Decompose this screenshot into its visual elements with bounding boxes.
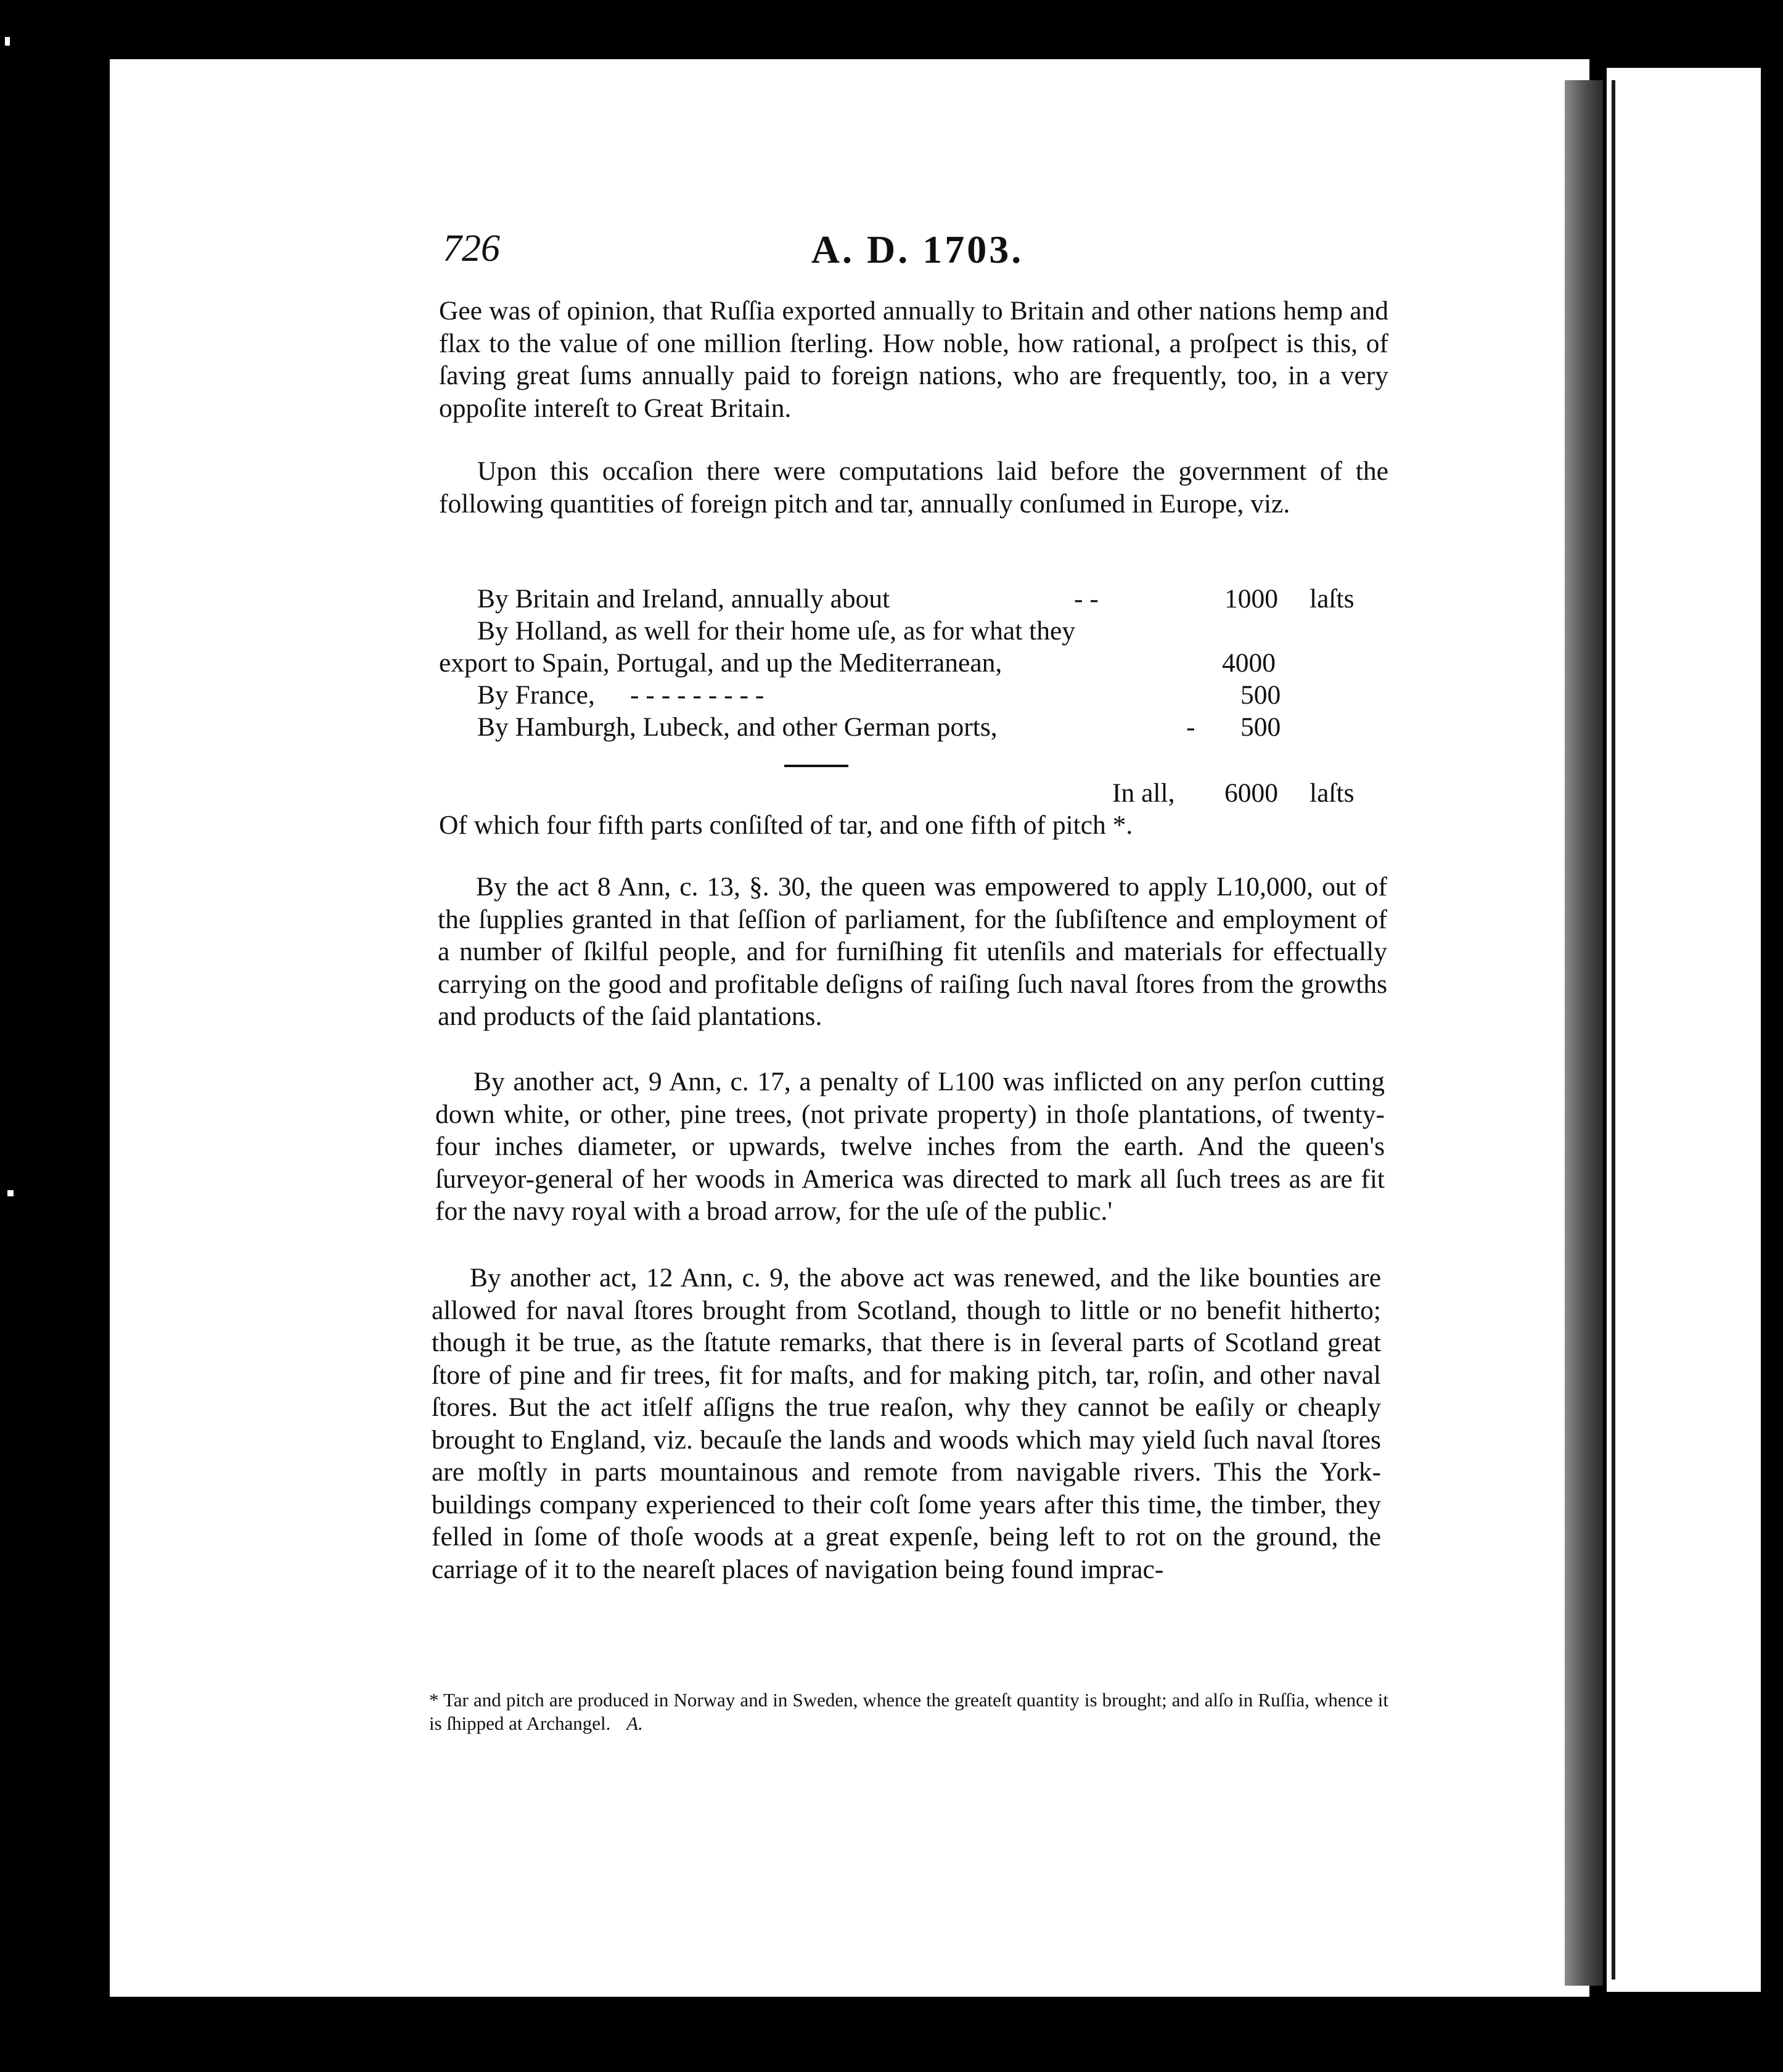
paragraph-act-12-ann: [432, 1262, 1381, 1585]
paragraph-text: Of which four fifth parts conſiſted of tar, and one fifth of pitch *.: [439, 810, 1133, 840]
paragraph-text: By the act 8 Ann, c. 13, §. 30, the queen was empowered to apply L10,000, out of the ſupplies granted in that ſeſſion of parliament, for the ſubſiſtence and employment of a number of ſkilful people, and for furniſhing fit utenſils and materials for effectually carrying on the good and profitable deſigns of raiſing ſuch naval ſtores from the growths and products of the ſaid plantations.: [438, 872, 1387, 1031]
total-label: In all,: [1112, 778, 1175, 808]
paragraph-act-9-ann: [435, 1066, 1385, 1228]
table-row: export to Spain, Portugal, and up the Mediterranean, 4000: [439, 648, 1276, 678]
footnote-text: [429, 1688, 1388, 1735]
paragraph-tar-fraction: [439, 809, 1388, 842]
row-leaders: - -: [1074, 584, 1099, 614]
table-row: [439, 615, 1388, 647]
scan-speck: [7, 1190, 14, 1196]
row-leaders: -: [1186, 712, 1195, 742]
paragraph-text: By another act, 12 Ann, c. 9, the above act was renewed, and the like bounties are allowed for naval ſtores brought from Scotland, though to little or no benefit hitherto; though it be true, as the ſtatute remarks, that there is in ſeveral parts of Scotland great ſtore of pine and fir trees, fit for maſts, and for making pitch, tar, roſin, and other naval ſtores. But the act itſelf aſſigns the true reaſon, why they cannot be eaſily or cheaply brought to England, viz. becauſe the lands and woods which may yield ſuch naval ſtores are moſtly in parts mountainous and remote from navigable rivers. This the York-buildings company experienced to their coſt ſome years after this time, the timber, they felled in ſome of thoſe woods at a great expenſe, being left to rot on the ground, the carriage of it to the neareſt places of navigation being found imprac-: [432, 1263, 1381, 1584]
row-label: By France,: [477, 680, 595, 710]
footnote: [429, 1688, 1388, 1735]
row-label: By Hamburgh, Lubeck, and other German ports,: [477, 712, 998, 742]
scan-speck: [5, 37, 10, 46]
footnote-signature: A.: [626, 1712, 643, 1734]
total-unit: laſts: [1310, 778, 1355, 808]
facing-page-border: [1612, 80, 1615, 1980]
row-label: By Holland, as well for their home uſe, as for what they: [477, 616, 1076, 646]
sum-rule: [784, 765, 848, 767]
total-value: 6000: [1224, 778, 1278, 808]
page-number: 726: [443, 228, 500, 269]
row-label: export to Spain, Portugal, and up the Mediterranean,: [439, 648, 1002, 678]
row-label: By Britain and Ireland, annually about: [477, 584, 890, 614]
table-row: By Hamburgh, Lubeck, and other German ports, - 500: [439, 711, 1388, 743]
row-leaders: - - - - - - - - -: [630, 680, 764, 710]
row-unit: laſts: [1310, 584, 1355, 614]
paragraph-text: Upon this occaſion there were computations laid before the government of the following quantities of foreign pitch and tar, annually conſumed in Europe, viz.: [439, 456, 1388, 519]
paragraph-text: By another act, 9 Ann, c. 17, a penalty of L100 was inflicted on any perſon cutting down white, or other, pine trees, (not private property) in thoſe plantations, of twenty-four inches diameter, or upwards, twelve inches from the earth. And the queen's ſurveyor-general of her woods in America was directed to mark all ſuch trees as are fit for the navy royal with a broad arrow, for the uſe of the public.': [435, 1067, 1385, 1226]
page-title: A. D. 1703.: [811, 228, 1024, 271]
paragraph-computations: [439, 455, 1388, 520]
paragraph-gee: [439, 295, 1388, 424]
footnote-body: * Tar and pitch are produced in Norway and in Sweden, whence the greateſt quantity is brought; and alſo in Ruſſia, whence it is ſhipped at Archangel.: [429, 1689, 1388, 1734]
table-row: By Britain and Ireland, annually about - - 1000 laſts: [439, 583, 1388, 615]
paragraph-text: Gee was of opinion, that Ruſſia exported annually to Britain and other nations hemp and flax to the value of one million ſterling. How noble, how rational, a proſpect is this, of ſaving great ſums annually paid to foreign nations, who are frequently, too, in a very oppoſite intereſt to Great Britain.: [439, 296, 1388, 423]
pitch-tar-table: [439, 583, 1388, 743]
running-header: [443, 227, 1392, 276]
table-total-row: [439, 777, 1388, 809]
page-gutter-shadow: [1565, 80, 1603, 1986]
table-row: By France, - - - - - - - - - 500: [477, 680, 1281, 710]
paragraph-act-8-ann: [438, 871, 1387, 1033]
facing-page-edge: [1607, 68, 1761, 1992]
